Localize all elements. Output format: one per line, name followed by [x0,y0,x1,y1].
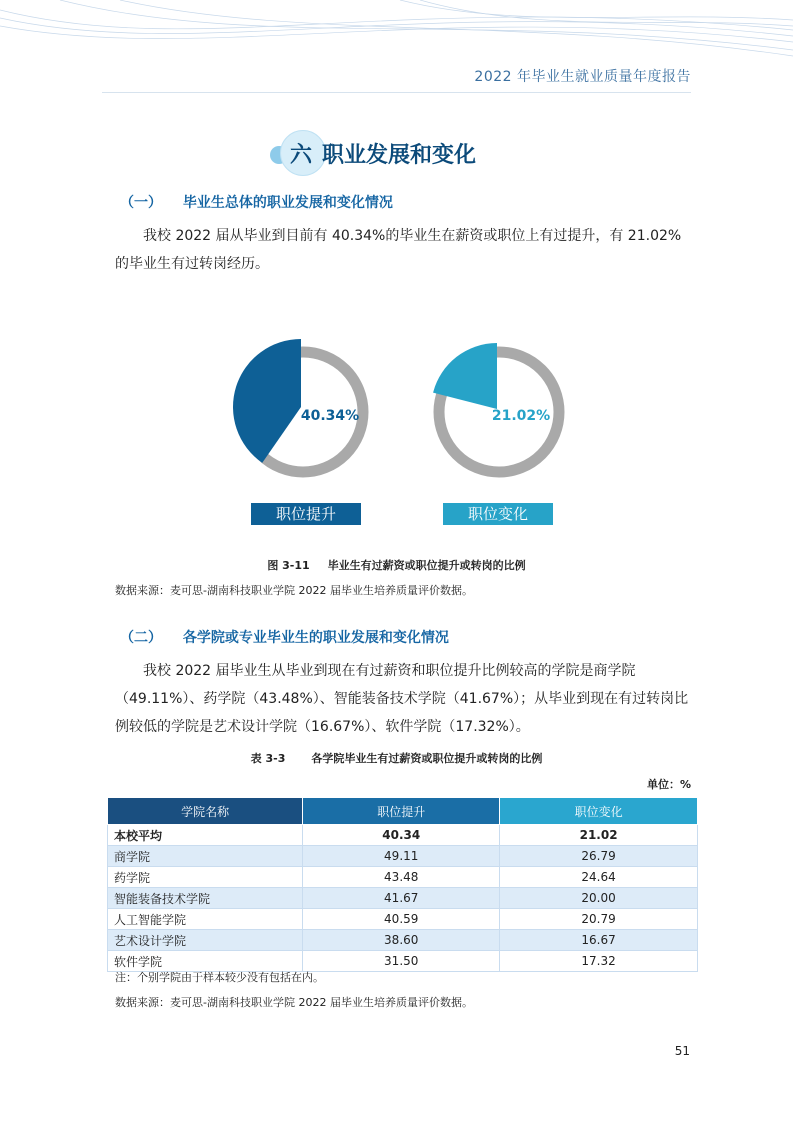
cell-promotion: 40.34 [303,825,500,846]
cell-change: 26.79 [500,846,698,867]
cell-change: 16.67 [500,930,698,951]
cell-college: 智能装备技术学院 [108,888,303,909]
chart-category-label-promotion: 职位提升 [251,503,361,525]
figure-caption [0,557,793,573]
chart-category-label-job-change: 职位变化 [443,503,553,525]
subsection-1-number: （一） [120,195,162,211]
cell-promotion: 31.50 [303,951,500,972]
header-promotion: 职位提升 [303,798,500,825]
pie-value-label-promotion: 40.34% [300,408,360,424]
subsection-1-paragraph: 我校 2022 届从毕业到目前有 40.34%的毕业生在薪资或职位上有过提升，有 21.02%的毕业生有过转岗经历。 [115,228,682,272]
section-title [262,128,562,178]
cell-promotion: 40.59 [303,909,500,930]
table-row [108,867,698,888]
header-college: 学院名称 [108,798,303,825]
section-heading: 职业发展和变化 [322,143,477,168]
cell-college: 本校平均 [108,825,303,846]
cell-college: 艺术设计学院 [108,930,303,951]
cell-change: 20.79 [500,909,698,930]
table-unit: 单位：% [646,778,691,791]
subsection-2-paragraph: 我校 2022 届毕业生从毕业到现在有过薪资和职位提升比例较高的学院是商学院（49.11%）、药学院（43.48%）、智能装备技术学院（41.67%）；从毕业到现在有过转岗比例较低的学院是艺术设计学院（16.67%）、软件学院（17.32%）。 [115,663,689,735]
cell-change: 24.64 [500,867,698,888]
table-caption-text: 各学院毕业生有过薪资或职位提升或转岗的比例 [311,752,543,765]
subsection-2-number: （二） [120,630,162,646]
pie-chart-job-change [424,336,574,486]
cell-change: 17.32 [500,951,698,972]
subsection-2-title: 各学院或专业毕业生的职业发展和变化情况 [182,630,449,646]
pie-chart-promotion [228,336,378,486]
table-row [108,846,698,867]
table-row [108,825,698,846]
header-divider [102,92,691,93]
subsection-2-heading [120,627,449,647]
figure-tag: 图 3-11 [267,559,310,572]
table-note: 注：个别学院由于样本较少没有包括在内。 [115,971,324,984]
table-row [108,888,698,909]
table-row [108,909,698,930]
cell-change: 20.00 [500,888,698,909]
pie-value-label-job-change: 21.02% [491,408,551,424]
subsection-1-heading [120,192,393,212]
figure-caption-text: 毕业生有过薪资或职位提升或转岗的比例 [327,559,526,572]
subsection-1-title: 毕业生总体的职业发展和变化情况 [182,195,393,211]
header-change: 职位变化 [500,798,698,825]
table-tag: 表 3-3 [250,752,286,765]
section-number: 六 [290,143,313,168]
cell-college: 药学院 [108,867,303,888]
table-source: 数据来源：麦可思-湖南科技职业学院 2022 届毕业生培养质量评价数据。 [115,996,473,1009]
table-header-row [108,798,698,825]
cell-college: 人工智能学院 [108,909,303,930]
figure-source: 数据来源：麦可思-湖南科技职业学院 2022 届毕业生培养质量评价数据。 [115,584,473,597]
cell-promotion: 41.67 [303,888,500,909]
cell-college: 软件学院 [108,951,303,972]
cell-college: 商学院 [108,846,303,867]
college-table [107,797,698,972]
table-row [108,930,698,951]
cell-promotion: 43.48 [303,867,500,888]
cell-change: 21.02 [500,825,698,846]
report-header-title: 2022 年毕业生就业质量年度报告 [474,69,691,85]
header-wave-decoration [0,0,793,60]
pie-slice-promotion [233,339,301,463]
cell-promotion: 38.60 [303,930,500,951]
table-caption [0,750,793,766]
cell-promotion: 49.11 [303,846,500,867]
page-number: 51 [674,1044,690,1058]
